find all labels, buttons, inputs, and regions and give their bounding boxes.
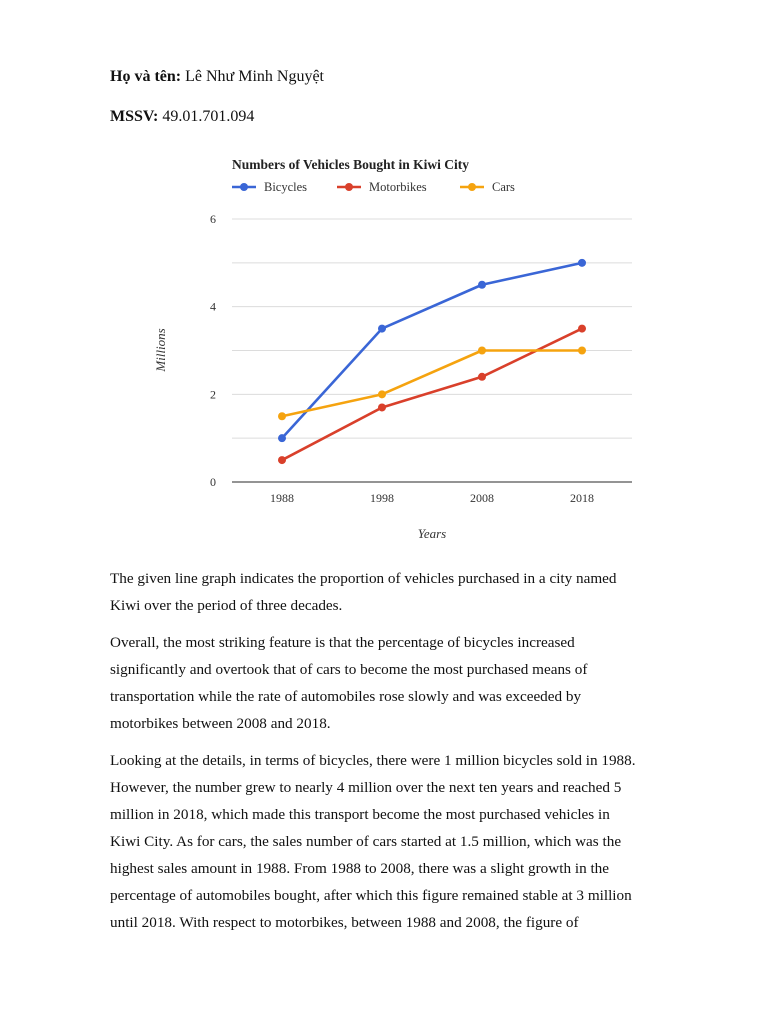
- paragraph-details: [110, 747, 710, 936]
- chart-series: [278, 259, 586, 464]
- cars-point: [578, 347, 586, 355]
- paragraph-line: million in 2018, which made this transport become the most purchased vehicles in: [110, 806, 610, 823]
- legend-item-bicycles: [232, 180, 307, 194]
- motorbikes-point: [578, 325, 586, 333]
- x-axis-ticks: [270, 491, 594, 505]
- paragraph-line: The given line graph indicates the proportion of vehicles purchased in a city named: [110, 570, 617, 587]
- bicycles-point: [378, 325, 386, 333]
- legend-marker: [240, 183, 248, 191]
- x-axis-label: Years: [417, 526, 447, 541]
- y-tick-label: 2: [210, 387, 216, 402]
- legend-marker: [345, 183, 353, 191]
- paragraph-line: percentage of automobiles bought, after which this figure remained stable at 3 million: [110, 887, 632, 904]
- student-name-line: [110, 68, 324, 86]
- paragraph-line: motorbikes between 2008 and 2018.: [110, 715, 331, 732]
- legend-item-cars: [460, 180, 515, 194]
- legend-label: Bicycles: [264, 180, 308, 194]
- student-name-value: Lê Như Minh Nguyệt: [185, 68, 324, 85]
- x-tick-label: 1998: [370, 491, 394, 505]
- legend-label: Motorbikes: [369, 180, 427, 194]
- student-name-label: Họ và tên:: [110, 68, 182, 85]
- bicycles-point: [278, 434, 286, 442]
- series-cars: [278, 347, 586, 421]
- motorbikes-point: [478, 373, 486, 381]
- paragraph-line: Looking at the details, in terms of bicycles, there were 1 million bicycles sold in 1988.: [110, 752, 636, 769]
- paragraph-line: However, the number grew to nearly 4 million over the next ten years and reached 5: [110, 779, 622, 796]
- motorbikes-point: [278, 456, 286, 464]
- student-id-value: 49.01.701.094: [162, 108, 255, 125]
- paragraph-line: until 2018. With respect to motorbikes, between 1988 and 2008, the figure of: [110, 914, 579, 931]
- chart-legend: [232, 180, 515, 194]
- paragraph-line: Kiwi City. As for cars, the sales number of cars started at 1.5 million, which was the: [110, 833, 622, 850]
- paragraph-intro: [110, 565, 710, 619]
- cars-line: [282, 351, 582, 417]
- bicycles-point: [478, 281, 486, 289]
- legend-marker: [468, 183, 476, 191]
- y-tick-label: 0: [210, 475, 216, 489]
- legend-label: Cars: [492, 180, 515, 194]
- y-axis-ticks: [210, 212, 216, 489]
- x-tick-label: 1988: [270, 491, 294, 505]
- bicycles-point: [578, 259, 586, 267]
- paragraph-line: significantly and overtook that of cars to become the most purchased means of: [110, 661, 588, 678]
- paragraph-line: Kiwi over the period of three decades.: [110, 597, 343, 614]
- legend-item-motorbikes: [337, 180, 427, 194]
- y-tick-label: 4: [210, 299, 216, 314]
- cars-point: [378, 390, 386, 398]
- cars-point: [278, 412, 286, 420]
- student-id-label: MSSV:: [110, 108, 159, 125]
- x-tick-label: 2018: [570, 491, 594, 505]
- cars-point: [478, 347, 486, 355]
- paragraph-overview: [110, 629, 710, 737]
- vehicles-line-chart: [140, 145, 640, 550]
- y-axis-label: Millions: [153, 328, 168, 372]
- paragraph-line: highest sales amount in 1988. From 1988 to 2008, there was a slight growth in the: [110, 860, 610, 877]
- chart-title: Numbers of Vehicles Bought in Kiwi City: [232, 157, 470, 172]
- x-tick-label: 2008: [470, 491, 494, 505]
- student-id-line: [110, 108, 254, 126]
- paragraph-line: transportation while the rate of automobiles rose slowly and was exceeded by: [110, 688, 582, 705]
- y-tick-label: 6: [210, 212, 216, 226]
- paragraph-line: Overall, the most striking feature is that the percentage of bicycles increased: [110, 634, 575, 651]
- motorbikes-point: [378, 403, 386, 411]
